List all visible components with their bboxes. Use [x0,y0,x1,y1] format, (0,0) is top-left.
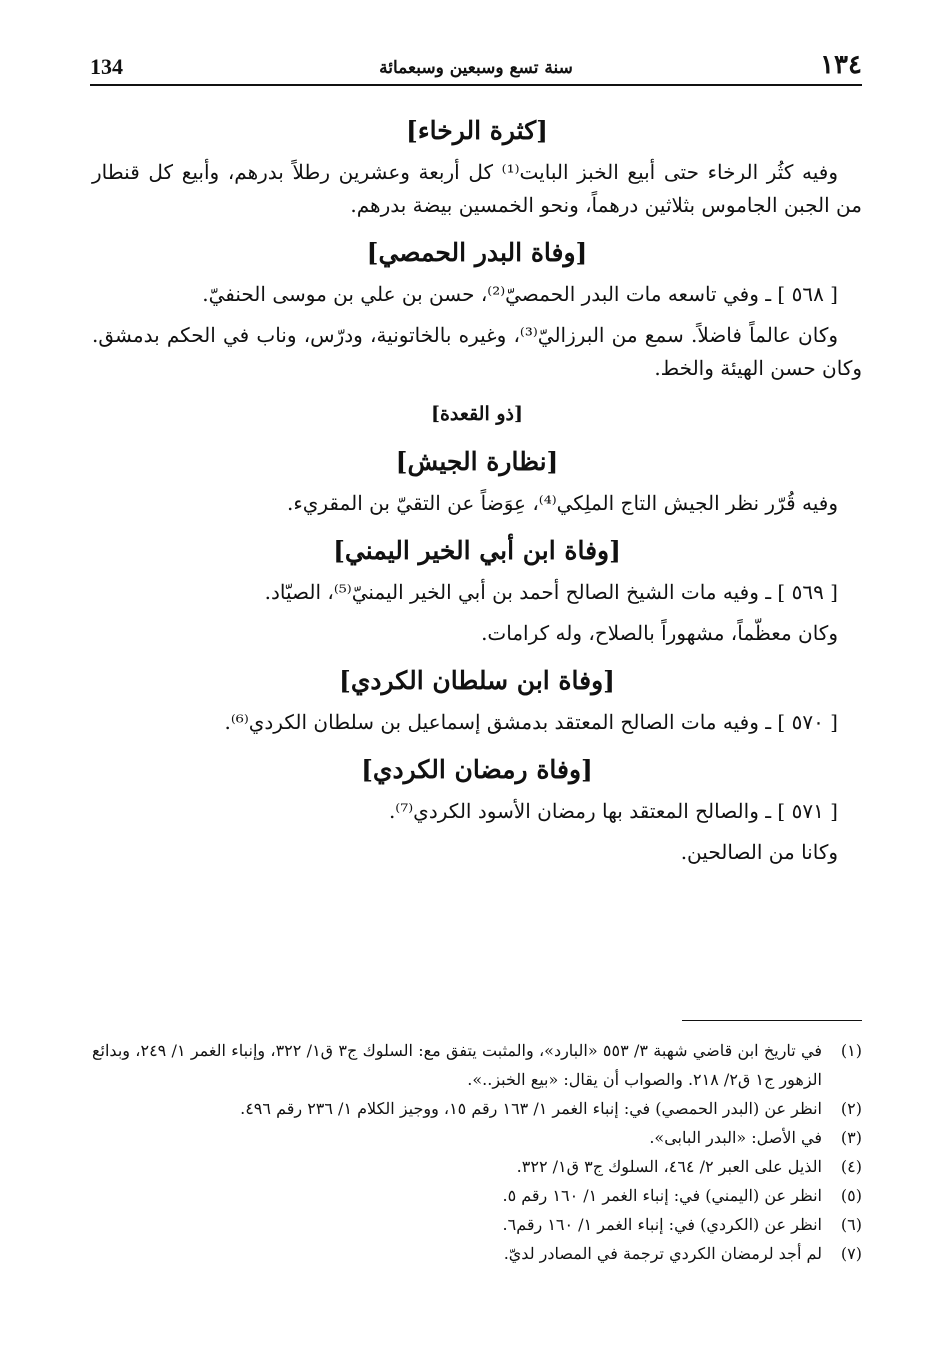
footnote [92,1239,862,1268]
footnote-text: انظر عن (البدر الحمصي) في: إنباء الغمر ١/ ١٦٣ رقم ١٥، ووجيز الكلام ١/ ٢٣٦ رقم ٤٩٦. [240,1099,822,1118]
section-army-office [92,397,862,520]
paragraph: وفيه قُرّر نظر الجيش التاج الملِكي⁽⁴⁾، عِوَضاً عن التقيّ بن المقريء. [286,491,838,515]
footnotes [92,1036,862,1268]
footnote-number: (٣) [840,1128,862,1147]
paragraph: وكانا من الصالحين. [680,840,838,864]
page-number-latin: 134 [90,54,123,79]
page-number-arabic: ١٣٤ [820,50,862,80]
section-heading: [وفاة ابن أبي الخير اليمني] [333,536,621,565]
footnote-text: الذيل على العبر ٢/ ٤٦٤، السلوك ج٣ ق١/ ٣٢٢. [516,1157,822,1176]
footnote-number: (٦) [840,1215,862,1234]
entry-paragraph: [ ٥٧٠ ] ـ وفيه مات الصالح المعتقد بدمشق إسماعيل بن سلطان الكردي⁽⁶⁾. [224,710,838,734]
footnote-text: لم أجد لرمضان الكردي ترجمة في المصادر لديّ. [503,1244,822,1263]
footnote-text: في الأصل: «البدر البابى». [649,1128,822,1147]
footnote-text: انظر عن (اليمني) في: إنباء الغمر ١/ ١٦٠ رقم ٥. [502,1186,822,1205]
month-heading: [ذو القعدة] [430,403,523,425]
section-heading: [وفاة البدر الحمصي] [366,238,588,267]
footnote [92,1181,862,1210]
footnote-number: (٢) [840,1099,862,1118]
entry-paragraph: [ ٥٧١ ] ـ والصالح المعتقد بها رمضان الأسود الكردي⁽⁷⁾. [388,799,838,823]
footnote-number: (٥) [840,1186,862,1205]
section-heading: [وفاة ابن سلطان الكردي] [338,666,615,695]
footnote [92,1123,862,1152]
footnote-separator [682,1020,862,1021]
footnote-text: انظر عن (الكردي) في: إنباء الغمر ١/ ١٦٠ رقم٦. [502,1215,822,1234]
entry-paragraph: [ ٥٦٩ ] ـ وفيه مات الشيخ الصالح أحمد بن أبي الخير اليمنيّ⁽⁵⁾، الصيّاد. [264,580,838,604]
paragraph: وكان معظّماً، مشهوراً بالصلاح، وله كرامات. [481,621,838,645]
footnote [92,1152,862,1181]
section-sultan-kurdi [92,664,862,739]
section-ramadan-kurdi [92,753,862,869]
page-header [90,48,862,86]
entry-paragraph: [ ٥٦٨ ] ـ وفي تاسعه مات البدر الحمصيّ⁽²⁾، حسن بن علي بن موسى الحنفيّ. [202,282,838,306]
main-text [92,100,862,877]
footnote-number: (١) [840,1041,862,1060]
section-badr-hamsi [92,236,862,385]
running-title: سنة تسع وسبعين وسبعمائة [379,58,573,78]
footnote [92,1094,862,1123]
footnote [92,1210,862,1239]
paragraph: وفيه كثُر الرخاء حتى أبيع الخبز البايت⁽¹⁾ كل أربعة وعشرين رطلاً بدرهم، وأبيع كل قنطار من الجبن الجاموس بثلاثين درهماً، ونحو الخمسين بيضة بدرهم. [92,160,862,217]
section-heading: [كثرة الرخاء] [406,116,548,145]
section-yamani [92,534,862,650]
section-heading: [وفاة رمضان الكردي] [361,755,593,784]
paragraph: وكان عالماً فاضلاً. سمع من البرزاليّ⁽³⁾، وغيره بالخاتونية، ودرّس، وناب في الحكم بدمشق. وكان حسن الهيئة والخط. [92,323,862,380]
footnote-number: (٤) [840,1157,862,1176]
footnote-text: في تاريخ ابن قاضي شهبة ٣/ ٥٥٣ «البارد»، والمثبت يتفق مع: السلوك ج٣ ق١/ ٣٢٢، وإنباء الغمر ١/ ٢٤٩، وبدائع الزهور ج١ ق٢/ ٢١٨. والصواب أن يقال: «بيع الخبز..». [92,1041,823,1089]
section-heading: [نظارة الجيش] [395,447,559,476]
footnote-number: (٧) [840,1244,862,1263]
section-prosperity [92,114,862,222]
footnote [92,1036,862,1094]
